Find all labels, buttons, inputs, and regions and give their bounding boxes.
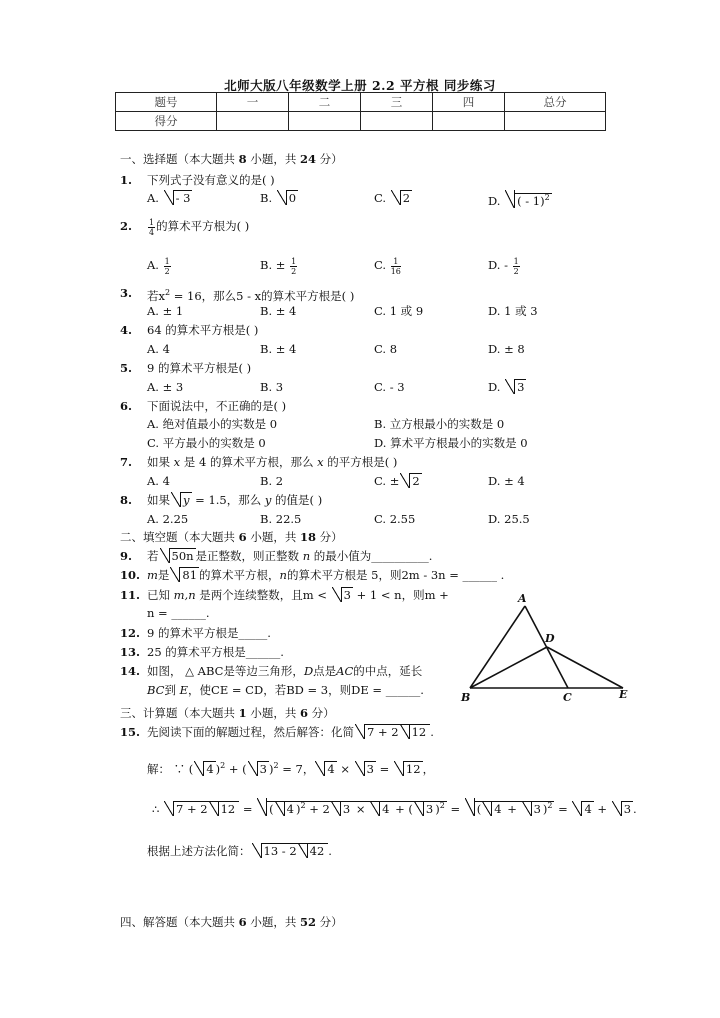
option-a: A. - 3 [147, 191, 191, 205]
score-cell[interactable] [289, 112, 361, 131]
question-8-options [0, 510, 720, 528]
question-15: 15. 先阅读下面的解题过程，然后解答：化简 7 + 2 12 . [120, 725, 434, 739]
answer-blank[interactable]: _____ [238, 626, 268, 640]
score-header-cell: 三 [361, 93, 433, 112]
score-header-cell: 一 [217, 93, 289, 112]
triangle-figure [455, 590, 635, 705]
question-8: 8. 如果 y = 1.5，那么 y 的值是( ) [120, 493, 323, 507]
score-header-cell: 四 [433, 93, 505, 112]
question-5-options [0, 378, 720, 396]
question-9: 9. 若 50n 是正整数，则正整数 n 的最小值为__________. [120, 549, 433, 563]
option-c: C. 平方最小的实数是 0 [147, 436, 266, 450]
document-title: 北师大版八年级数学上册 2.2 平方根 同步练习 [224, 78, 496, 93]
question-12: 12. 9 的算术平方根是_____. [120, 626, 271, 640]
score-cell[interactable] [217, 112, 289, 131]
option-a: A. 绝对值最小的实数是 0 [147, 417, 278, 431]
score-row-label: 得分 [116, 112, 217, 131]
option-d: D. - $\frac{1}{2}$ [488, 256, 519, 276]
question-11-continued: n = ______. [147, 606, 210, 620]
question-4-options [0, 340, 720, 358]
option-b: B. 3 [260, 380, 284, 394]
option-c: C. ± 2 [374, 474, 420, 488]
option-d: D. ( - 1)$^2$ [488, 189, 552, 210]
option-d: D. 算术平方根最小的实数是 0 [374, 436, 528, 450]
segment-bd [470, 647, 547, 688]
label-c: C [563, 691, 572, 704]
question-13: 13. 25 的算术平方根是______. [120, 645, 284, 659]
question-6-options-ab [0, 415, 720, 433]
option-c: C. - 3 [374, 380, 405, 394]
option-c: C. 8 [374, 342, 398, 356]
option-a: A. ± 1 [147, 304, 184, 318]
label-e: E [619, 688, 628, 701]
option-b: B. 22.5 [260, 512, 302, 526]
option-d: D. 1 或 3 [488, 304, 538, 318]
option-a: A. 4 [147, 342, 170, 356]
section-1-heading: 一、选择题（本大题共 8 小题，共 24 分） [120, 152, 343, 166]
question-14-continued: BC到 E，使CE = CD，若BD = 3，则DE = ______. [147, 683, 424, 697]
answer-blank[interactable]: __________ [371, 549, 429, 563]
question-6-options-cd [0, 434, 720, 452]
score-cell[interactable] [505, 112, 606, 131]
solution-line-3: 根据上述方法化简： 13 - 2 42 . [147, 844, 332, 858]
option-b: B. 2 [260, 474, 284, 488]
question-3: 3. 若$x^2 = 16$，那么5 - x的算术平方根是( ) [120, 286, 355, 303]
solution-line-1: 解： ∵ ( 4 )$^2$ + ( 3 )$^2$ = 7， 4 × 3 = 12 ， [147, 761, 435, 776]
option-c: C. $\frac{1}{16}$ [374, 256, 401, 276]
score-header-cell: 题号 [116, 93, 217, 112]
answer-blank[interactable]: ______ [462, 568, 498, 582]
option-a: A. $\frac{1}{2}$ [147, 256, 170, 276]
option-c: C. 2.55 [374, 512, 416, 526]
question-14: 14. 如图， △ ABC是等边三角形，D点是AC的中点，延长 [120, 664, 423, 678]
score-cell[interactable] [433, 112, 505, 131]
label-b: B [461, 691, 471, 704]
question-5: 5. 9 的算术平方根是( ) [120, 361, 252, 375]
question-6: 6. 下面说法中，不正确的是( ) [120, 399, 287, 413]
question-10: 10. m是 81 的算术平方根，n的算术平方根是 5，则2m - 3n = ______ . [120, 568, 505, 582]
option-a: A. ± 3 [147, 380, 184, 394]
option-b: B. ± $\frac{1}{2}$ [260, 256, 297, 276]
solution-line-2: ∴ 7 + 2 12 = ( 4 )$^2$ + 2 3 × 4 + ( 3 )$^2$ = ( 4 + 3 )$^2$ = 4 + 3 . [0, 797, 720, 815]
option-b: B. 立方根最小的实数是 0 [374, 417, 505, 431]
question-11: 11. 已知 m,n 是两个连续整数，且m < 3 + 1 < n，则m + [120, 588, 449, 602]
label-d: D [545, 632, 555, 645]
score-table [115, 92, 606, 131]
option-b: B. 0 [260, 191, 297, 205]
label-a: A [518, 592, 527, 605]
answer-blank[interactable]: ______ [245, 645, 281, 659]
option-a: A. 4 [147, 474, 170, 488]
section-2-heading: 二、填空题（本大题共 6 小题，共 18 分） [120, 530, 343, 544]
option-d: D. ± 8 [488, 342, 525, 356]
score-cell[interactable] [361, 112, 433, 131]
option-c: C. 2 [374, 191, 411, 205]
answer-blank[interactable]: ______ [385, 683, 421, 697]
answer-blank[interactable]: ______ [171, 606, 206, 620]
question-2: 2. $\frac{1}{4}$ 的算术平方根为( ) [120, 217, 250, 237]
question-1-options [0, 189, 720, 207]
section-4-heading: 四、解答题（本大题共 6 小题，共 52 分） [120, 915, 343, 929]
option-d: D. 3 [488, 380, 525, 394]
question-2-options [0, 256, 720, 274]
question-1: 1. 下列式子没有意义的是( ) [120, 173, 275, 187]
question-7: 7. 如果 x 是 4 的算术平方根，那么 x 的平方根是( ) [120, 455, 398, 469]
option-b: B. ± 4 [260, 342, 297, 356]
question-7-options [0, 472, 720, 490]
side-ab [470, 606, 525, 688]
segment-de [547, 647, 623, 688]
option-d: D. 25.5 [488, 512, 530, 526]
option-d: D. ± 4 [488, 474, 525, 488]
score-header-cell: 二 [289, 93, 361, 112]
option-c: C. 1 或 9 [374, 304, 424, 318]
question-3-options [0, 302, 720, 320]
question-4: 4. 64 的算术平方根是( ) [120, 323, 259, 337]
section-3-heading: 三、计算题（本大题共 1 小题，共 6 分） [120, 706, 335, 720]
option-b: B. ± 4 [260, 304, 297, 318]
option-a: A. 2.25 [147, 512, 189, 526]
score-header-cell: 总分 [505, 93, 606, 112]
